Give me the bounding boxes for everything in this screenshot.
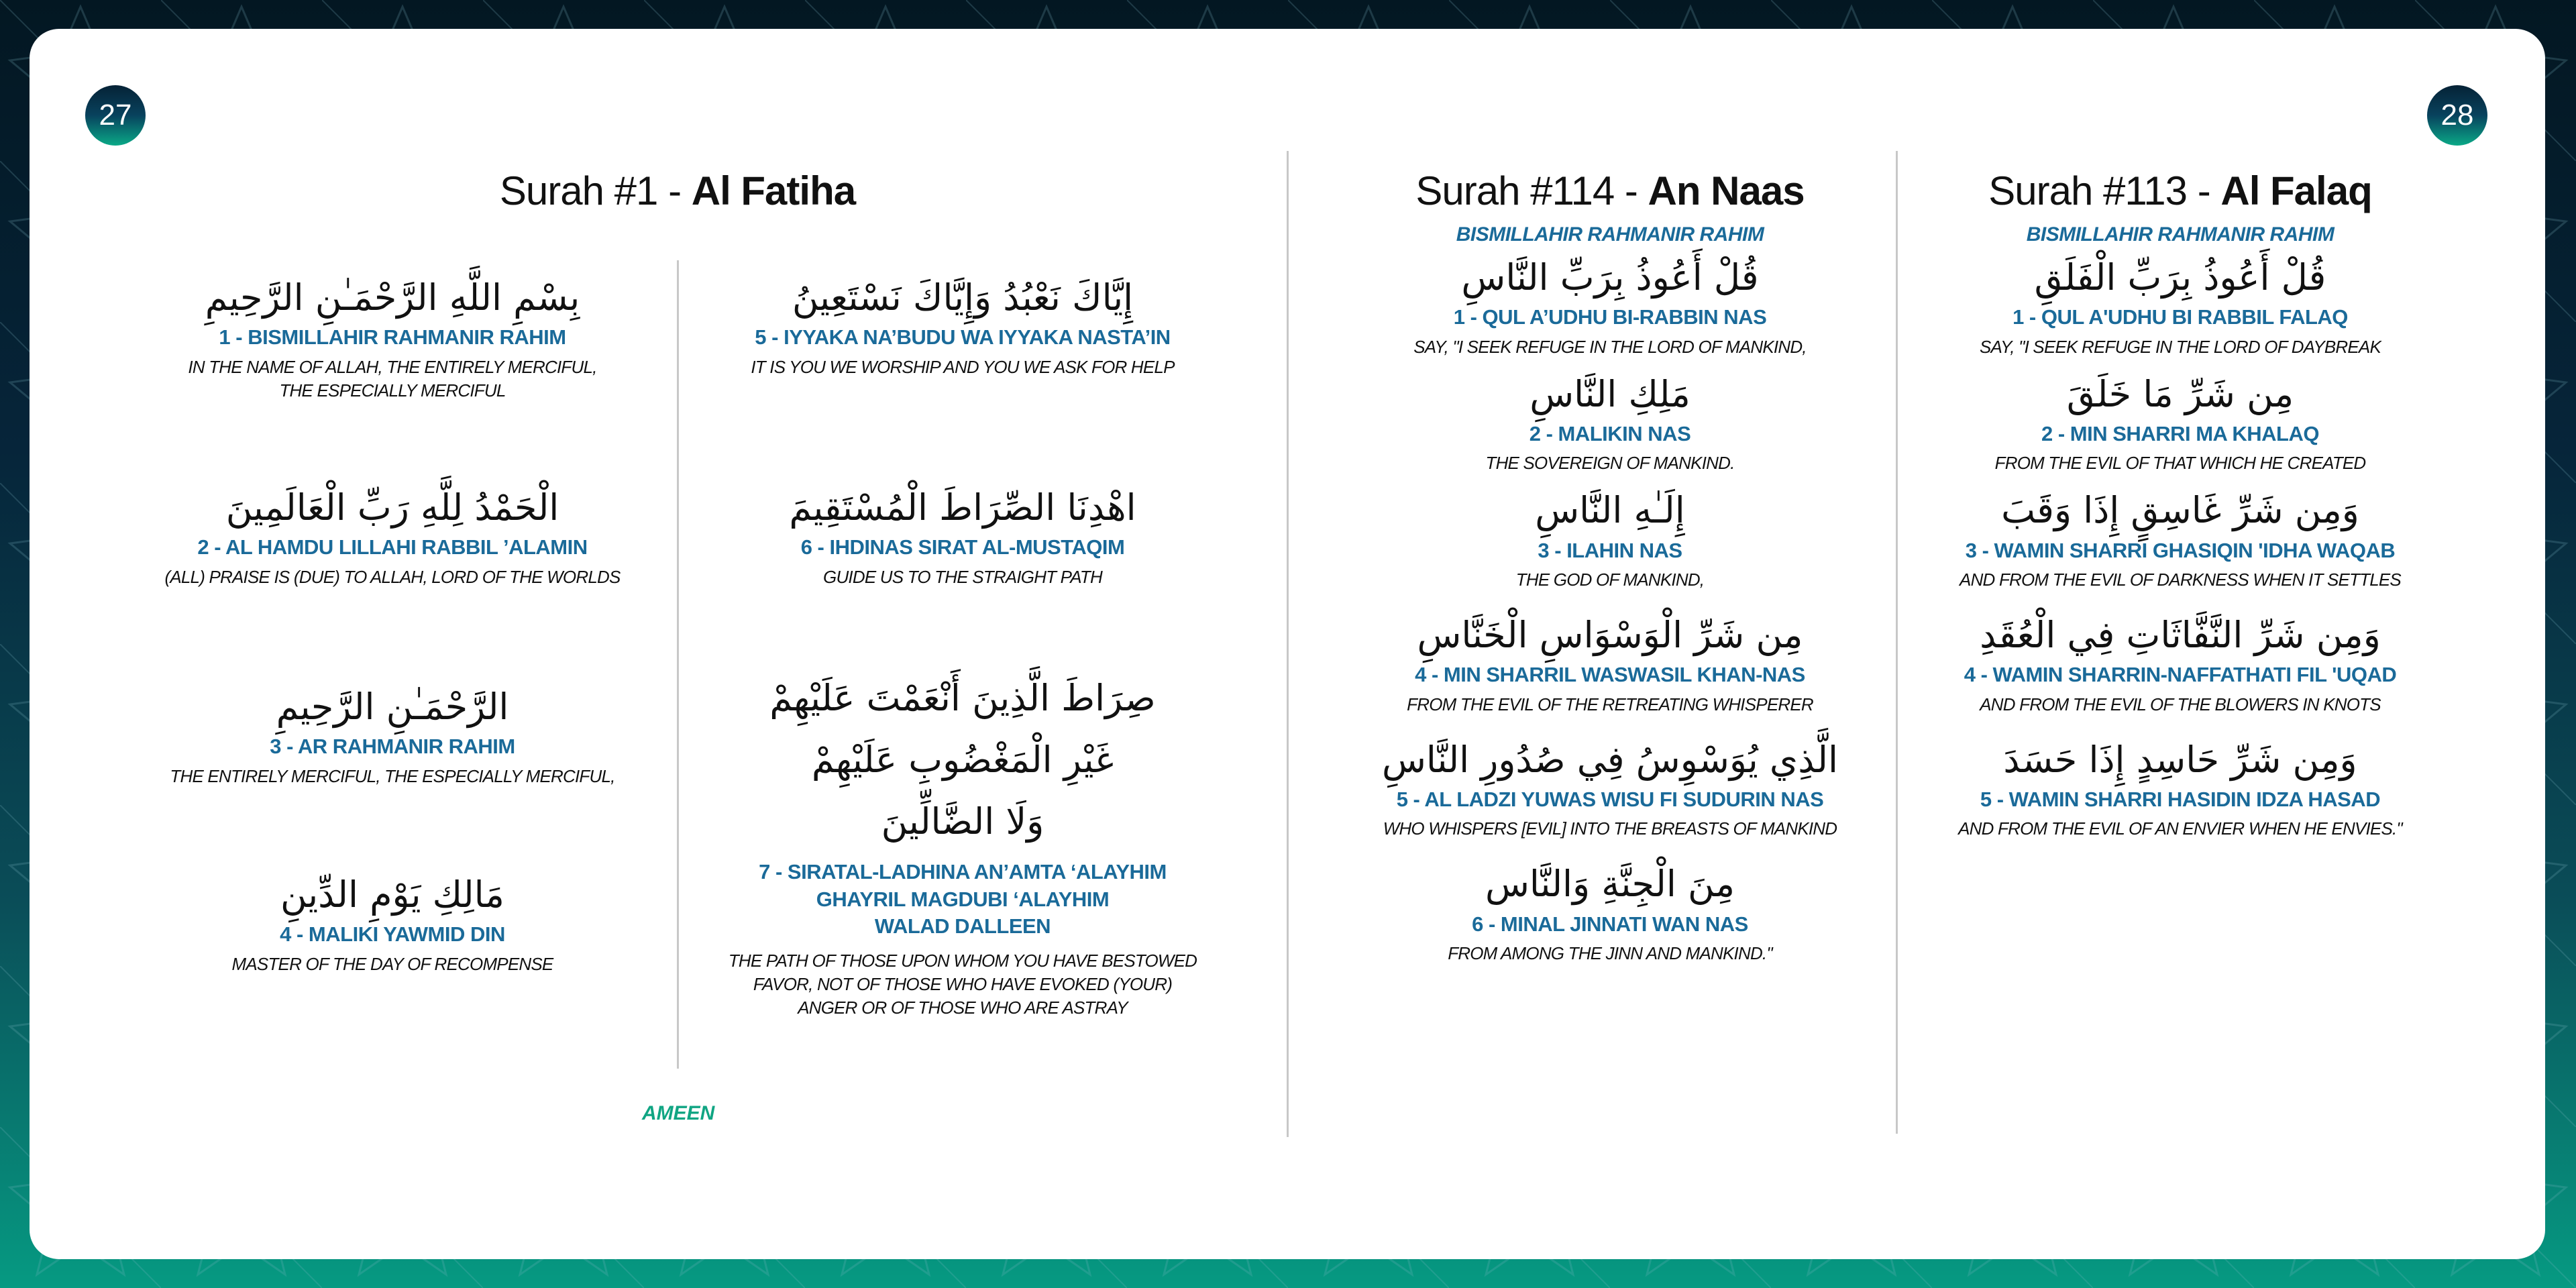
transliteration: GHAYRIL MAGDUBI ‘ALAYHIM: [816, 887, 1110, 911]
falaq-ayah-2: [1925, 368, 2435, 476]
naas-ayah-4: [1315, 609, 1905, 716]
fatiha-column-divider: [677, 260, 679, 1069]
transliteration: 2 - MALIKIN NAS: [1529, 421, 1691, 445]
fatiha-ayah-2: [134, 482, 651, 589]
arabic-text: مِن شَرِّ الْوَسْوَاسِ الْخَنَّاسِ: [1417, 614, 1803, 657]
page-number-left: 27: [85, 85, 146, 146]
arabic-text: مَالِكِ يَوْمِ الدِّينِ: [280, 873, 504, 916]
fatiha-ayah-4: [134, 869, 651, 976]
title-prefix: Surah #114 -: [1415, 168, 1648, 213]
meaning: FROM THE EVIL OF THE RETREATING WHISPERER: [1407, 694, 1813, 714]
transliteration: 1 - BISMILLAHIR RAHMANIR RAHIM: [219, 325, 566, 350]
fatiha-ayah-6: [704, 482, 1221, 589]
meaning-line: FAVOR, NOT OF THOSE WHO HAVE EVOKED (YOUR): [753, 974, 1173, 995]
title-name: Al Fatiha: [691, 168, 856, 213]
meaning: AND FROM THE EVIL OF AN ENVIER WHEN HE ENVIES.": [1958, 818, 2402, 839]
arabic-text: إِلَـٰهِ النَّاسِ: [1535, 489, 1685, 532]
transliteration: 4 - WAMIN SHARRIN-NAFFATHATI FIL 'UQAD: [1964, 663, 2397, 687]
transliteration: 4 - MIN SHARRIL WASWASIL KHAN-NAS: [1415, 663, 1805, 687]
naas-ayah-3: [1315, 484, 1905, 592]
fatiha-title: [376, 168, 979, 214]
arabic-text: إِيَّاكَ نَعْبُدُ وَإِيَّاكَ نَسْتَعِينُ: [792, 276, 1134, 319]
falaq-section: [1925, 168, 2435, 841]
bismillah-label: BISMILLAHIR RAHMANIR RAHIM: [2026, 223, 2334, 246]
title-prefix: Surah #113 -: [1988, 168, 2221, 213]
arabic-text: اهْدِنَا الصِّرَاطَ الْمُسْتَقِيمَ: [789, 486, 1136, 529]
arabic-text: مَلِكِ النَّاسِ: [1529, 372, 1690, 415]
meaning: GUIDE US TO THE STRAIGHT PATH: [823, 566, 1102, 587]
fatiha-ayah-3: [134, 681, 651, 788]
naas-ayah-2: [1315, 368, 1905, 476]
arabic-text: وَمِن شَرِّ غَاسِقٍ إِذَا وَقَبَ: [2001, 489, 2359, 532]
meaning: THE GOD OF MANKIND,: [1515, 569, 1705, 590]
meaning-line: THE ESPECIALLY MERCIFUL: [279, 380, 506, 400]
bismillah-label: BISMILLAHIR RAHMANIR RAHIM: [1456, 223, 1764, 246]
transliteration: 3 - AR RAHMANIR RAHIM: [270, 735, 515, 759]
arabic-text: صِرَاطَ الَّذِينَ أَنْعَمْتَ عَلَيْهِمْ: [769, 677, 1156, 719]
arabic-text: مِنَ الْجِنَّةِ وَالنَّاس: [1485, 863, 1735, 906]
fatiha-ayah-5: [704, 272, 1221, 379]
page-number-right: 28: [2427, 85, 2487, 146]
page-gutter-divider: [1287, 151, 1289, 1137]
transliteration: 2 - MIN SHARRI MA KHALAQ: [2041, 421, 2319, 445]
arabic-text: وَمِن شَرِّ النَّفَّاثَاتِ فِي الْعُقَدِ: [1980, 614, 2381, 657]
arabic-text: الَّذِي يُوَسْوِسُ فِي صُدُورِ النَّاسِ: [1381, 738, 1838, 781]
transliteration: 1 - QUL A'UDHU BI RABBIL FALAQ: [2012, 305, 2348, 329]
title-name: An Naas: [1648, 168, 1805, 213]
transliteration: 7 - SIRATAL-LADHINA AN’AMTA ‘ALAYHIM: [759, 860, 1167, 884]
falaq-ayah-5: [1925, 734, 2435, 841]
meaning: AND FROM THE EVIL OF THE BLOWERS IN KNOTS: [1980, 694, 2381, 714]
transliteration: 2 - AL HAMDU LILLAHI RABBIL ’ALAMIN: [197, 535, 588, 559]
meaning: THE SOVEREIGN OF MANKIND.: [1485, 453, 1735, 474]
naas-ayah-5: [1315, 734, 1905, 841]
naas-ayah-6: [1315, 858, 1905, 965]
transliteration: 3 - WAMIN SHARRI GHASIQIN 'IDHA WAQAB: [1965, 538, 2396, 562]
fatiha-ayah-1: [134, 272, 651, 402]
meaning-line: ANGER OR OF THOSE WHO ARE ASTRAY: [798, 998, 1128, 1018]
arabic-text: قُلْ أَعُوذُ بِرَبِّ الْفَلَقِ: [2034, 256, 2326, 299]
transliteration: 6 - MINAL JINNATI WAN NAS: [1472, 912, 1748, 936]
falaq-ayah-4: [1925, 609, 2435, 716]
fatiha-ayah-7: [704, 667, 1221, 1020]
transliteration: 5 - WAMIN SHARRI HASIDIN IDZA HASAD: [1980, 788, 2381, 812]
meaning: FROM AMONG THE JINN AND MANKIND.": [1448, 943, 1772, 964]
arabic-text: وَمِن شَرِّ حَاسِدٍ إِذَا حَسَدَ: [2003, 738, 2357, 781]
transliteration: 1 - QUL A’UDHU BI-RABBIN NAS: [1453, 305, 1767, 329]
arabic-text: قُلْ أَعُوذُ بِرَبِّ النَّاسِ: [1461, 256, 1759, 299]
falaq-ayah-1: [1925, 252, 2435, 359]
naas-ayah-1: [1315, 252, 1905, 359]
meaning: THE ENTIRELY MERCIFUL, THE ESPECIALLY MERCIFUL,: [170, 765, 615, 786]
meaning-line: THE PATH OF THOSE UPON WHOM YOU HAVE BESTOWED: [728, 951, 1197, 971]
transliteration: 5 - IYYAKA NA’BUDU WA IYYAKA NASTA’IN: [755, 325, 1171, 350]
naas-section: [1315, 168, 1905, 965]
transliteration: 4 - MALIKI YAWMID DIN: [280, 922, 505, 947]
transliteration: WALAD DALLEEN: [874, 914, 1051, 938]
meaning: (ALL) PRAISE IS (DUE) TO ALLAH, LORD OF THE WORLDS: [164, 566, 621, 587]
meaning: IT IS YOU WE WORSHIP AND YOU WE ASK FOR HELP: [751, 356, 1175, 377]
title-prefix: Surah #1 -: [499, 168, 692, 213]
meaning: SAY, "I SEEK REFUGE IN THE LORD OF MANKIND,: [1413, 336, 1807, 357]
title-name: Al Falaq: [2220, 168, 2372, 213]
transliteration: 3 - ILAHIN NAS: [1538, 538, 1682, 562]
falaq-ayah-3: [1925, 484, 2435, 592]
transliteration: 6 - IHDINAS SIRAT AL-MUSTAQIM: [800, 535, 1125, 559]
arabic-text: غَيْرِ الْمَغْضُوبِ عَلَيْهِمْ: [811, 738, 1114, 781]
arabic-text: مِن شَرِّ مَا خَلَقَ: [2066, 372, 2294, 415]
meaning: SAY, "I SEEK REFUGE IN THE LORD OF DAYBREAK: [1979, 336, 2381, 357]
transliteration: 5 - AL LADZI YUWAS WISU FI SUDURIN NAS: [1396, 788, 1824, 812]
meaning: MASTER OF THE DAY OF RECOMPENSE: [231, 953, 553, 974]
ameen-label: AMEEN: [642, 1102, 715, 1124]
arabic-text: بِسْمِ اللَّهِ الرَّحْمَـٰنِ الرَّحِيمِ: [205, 276, 580, 319]
meaning-line: IN THE NAME OF ALLAH, THE ENTIRELY MERCIFUL,: [188, 356, 597, 377]
arabic-text: وَلَا الضَّالِّينَ: [881, 800, 1044, 843]
meaning: WHO WHISPERS [EVIL] INTO THE BREASTS OF MANKIND: [1383, 818, 1837, 839]
arabic-text: الرَّحْمَـٰنِ الرَّحِيمِ: [276, 686, 509, 728]
meaning: AND FROM THE EVIL OF DARKNESS WHEN IT SETTLES: [1960, 569, 2401, 590]
meaning: FROM THE EVIL OF THAT WHICH HE CREATED: [1994, 453, 2366, 474]
arabic-text: الْحَمْدُ لِلَّهِ رَبِّ الْعَالَمِينَ: [225, 486, 559, 529]
